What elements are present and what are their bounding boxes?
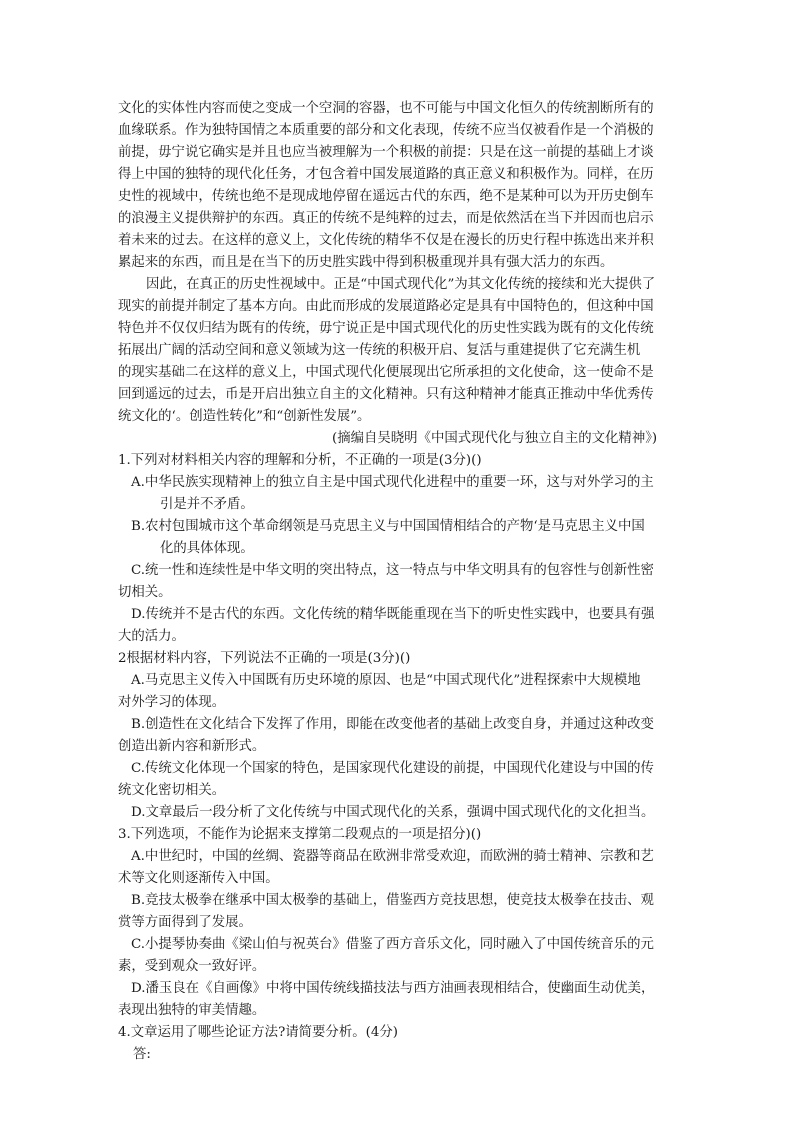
passage-line: 史性的视域中，传统也绝不是现成地停留在遥远古代的东西，绝不是某种可以为开历史倒车 [118, 189, 654, 204]
option-c-cont: 切相关。 [118, 585, 172, 600]
option-b-cont: 化的具体体现。 [160, 541, 254, 556]
option-d: D.传统并不是古代的东西。文化传统的精华既能重现在当下的听史性实践中，也要具有强 [131, 607, 655, 622]
option-d: D.潘玉良在《自画像》中将中国传统线描技法与西方油画表现相结合，使幽面生动优美， [131, 981, 655, 996]
passage-line: 特色并不仅仅归结为既有的传统，毋宁说正是中国式现代化的历史性实践为既有的文化传统 [118, 321, 654, 336]
option-d-cont: 表现出独特的审美情趣。 [118, 1003, 266, 1018]
option-c: C.传统文化体现一个国家的特色，是国家现代化建设的前提，中国现代化建设与中国的传 [131, 761, 654, 776]
option-c-cont: 素，受到观众一致好评。 [118, 959, 266, 974]
option-a: A.中华民族实现精神上的独立自主是中国式现代化进程中的重要一环，这与对外学习的主 [131, 475, 654, 490]
option-b-cont: 赏等方面得到了发展。 [118, 915, 252, 930]
question-stem: 2根据材料内容，下列说法不正确的一项是(3分)() [118, 651, 411, 666]
option-a: A.中世纪时，中国的丝绸、瓷器等商品在欧洲非常受欢迎，而欧洲的骑士精神、宗教和艺 [131, 849, 654, 864]
option-b: B.竞技太极拳在继承中国太极拳的基础上，借鉴西方竞技思想，使竞技太极拳在技击、观 [131, 893, 654, 908]
passage-line: 得上中国的独特的现代化任务，才包含着中国发展道路的真正意义和积极作为。同样，在历 [118, 167, 654, 182]
option-a-cont: 引是并不矛盾。 [160, 497, 254, 512]
option-b: B.农村包围城市这个革命纲领是马克思主义与中国国情相结合的产物‘是马克思主义中国 [131, 519, 645, 534]
option-b: B.创造性在文化结合下发挥了作用，即能在改变他者的基础上改变自身，并通过这种改变 [131, 717, 654, 732]
passage-line: 着未来的过去。在这样的意义上，文化传统的精华不仅是在漫长的历史行程中拣选出来并积 [118, 233, 654, 248]
option-b-cont: 创造出新内容和新形式。 [118, 739, 266, 754]
option-d: D.文章最后一段分析了文化传统与中国式现代化的关系，强调中国式现代化的文化担当。 [131, 805, 655, 820]
option-a: A.马克思主义传入中国既有历史环境的原因、也是“中国式现代化”进程探索中大规模地 [131, 673, 641, 688]
passage-line: 回到遥远的过去，币是开启出独立自主的文化精神。只有这种精神才能真正推动中华优秀传 [118, 387, 654, 402]
answer-label: 答: [133, 1047, 151, 1062]
option-a-cont: 对外学习的体现。 [118, 695, 226, 710]
question-stem: 4.文章运用了哪些论证方法?请简要分析。(4分) [118, 1025, 398, 1040]
question-stem: 3.下列选项，不能作为论据来支撑第二段观点的一项是招分)() [118, 827, 482, 842]
passage-line: 文化的实体性内容而使之变成一个空洞的容器，也不可能与中国文化恒久的传统割断所有的 [118, 101, 654, 116]
passage-line: 累起来的东西，而且是在当下的历史胜实践中得到积极重现并具有强大活力的东西。 [118, 255, 614, 270]
option-c: C.小提琴协奏曲《梁山伯与祝英台》借鉴了西方音乐文化，同时融入了中国传统音乐的元 [131, 937, 654, 952]
passage-line: 拓展出广阔的活动空间和意义领域为这一传统的积极开启、复活与重建提供了它充满生机 [118, 343, 641, 358]
option-d-cont: 大的活力。 [118, 629, 185, 644]
passage-line: 前提，毋宁说它确实是并且也应当被理解为一个积极的前提：只是在这一前提的基础上才谈 [118, 145, 654, 160]
passage-line: 统文化的‘。创造性转化”和“创新性发展”。 [118, 409, 371, 424]
option-c-cont: 统文化密切相关。 [118, 783, 226, 798]
option-c: C.统一性和连续性是中华文明的突出特点，这一特点与中华文明具有的包容性与创新性密 [131, 563, 654, 578]
passage-line: 的浪漫主义提供辩护的东西。真正的传统不是纯粹的过去，而是依然活在当下并因而也启示 [118, 211, 654, 226]
source-citation: (摘编自吴晓明《中国式现代化与独立自主的文化精神》) [332, 431, 658, 446]
passage-line: 因此，在真正的历史性视域中。正是“中国式现代化”为其文化传统的接续和光大提供了 [146, 277, 656, 292]
question-stem: 1.下列对材料相关内容的理解和分析，不正确的一项是(3分)() [118, 453, 482, 468]
option-a-cont: 术等文化则逐渐传入中国。 [118, 871, 279, 886]
passage-line: 血缘联系。作为独特国情之本质重要的部分和文化表现，传统不应当仅被看作是一个消极的 [118, 123, 654, 138]
passage-line: 的现实基础二在这样的意义上，中国式现代化便展现出它所承担的文化使命，这一使命不是 [118, 365, 654, 380]
passage-line: 现实的前提并制定了基本方向。由此而形成的发展道路必定是具有中国特色的，但这种中国 [118, 299, 654, 314]
